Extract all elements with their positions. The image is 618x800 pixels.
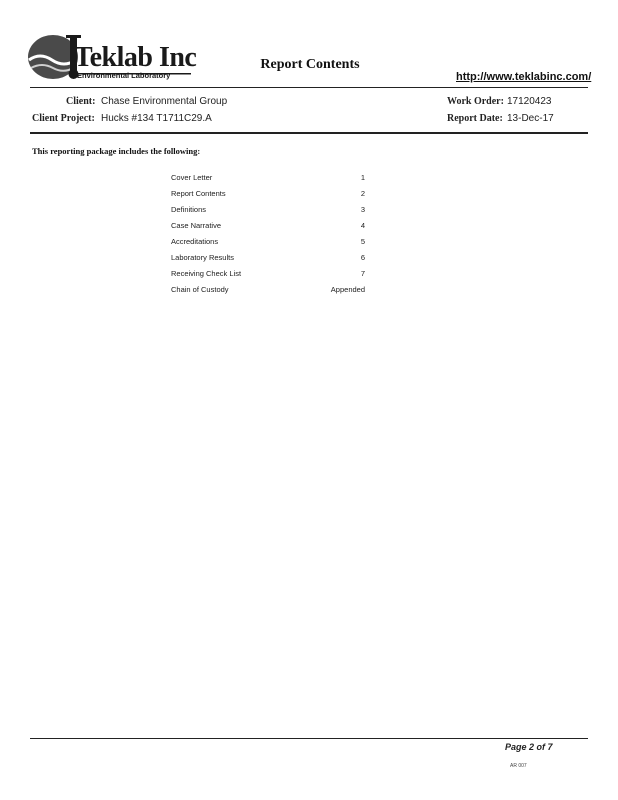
header-divider (30, 87, 588, 88)
footer-divider (30, 738, 588, 739)
toc-item-page: 1 (360, 173, 365, 182)
toc-item-label: Case Narrative (171, 221, 222, 230)
toc-item-label: Cover Letter (171, 173, 213, 182)
toc-row (171, 173, 365, 185)
toc-item-page: 6 (360, 253, 365, 262)
toc-item-page: 2 (360, 189, 365, 198)
page-number: Page 2 of 7 (505, 742, 553, 752)
document-code: AR 007 (510, 763, 527, 769)
toc-item-label: Accreditations (171, 237, 219, 246)
toc-item-page: Appended (330, 285, 365, 294)
info-divider (30, 132, 588, 134)
client-project-label: Client Project: (32, 113, 95, 124)
work-order-value: 17120423 (507, 96, 552, 107)
toc-row (171, 253, 365, 265)
toc-row (171, 205, 365, 217)
toc-item-label: Laboratory Results (171, 253, 234, 262)
toc-item-label: Receiving Check List (171, 269, 242, 278)
toc-row (171, 237, 365, 249)
toc-row (171, 221, 365, 233)
toc-item-label: Report Contents (171, 189, 226, 198)
logo-wordmark: Teklab Inc (74, 42, 197, 73)
client-project-value: Hucks #134 T1711C29.A (101, 113, 212, 124)
toc-item-page: 4 (360, 221, 365, 230)
work-order-label: Work Order: (447, 96, 504, 107)
client-value: Chase Environmental Group (101, 96, 228, 107)
report-date-value: 13-Dec-17 (507, 113, 554, 124)
logo-subtitle: Environmental Laboratory (77, 71, 171, 80)
toc-row (171, 285, 365, 297)
client-label: Client: (66, 96, 96, 107)
contents-intro: This reporting package includes the following: (32, 146, 201, 156)
toc-item-page: 7 (360, 269, 365, 278)
report-date-label: Report Date: (447, 113, 503, 124)
toc-item-label: Definitions (171, 205, 207, 214)
toc-row (171, 269, 365, 281)
toc-item-page: 3 (360, 205, 365, 214)
page-title: Report Contents (260, 57, 360, 72)
website-link[interactable]: http://www.teklabinc.com/ (456, 71, 592, 83)
toc-row (171, 189, 365, 201)
toc-item-page: 5 (360, 237, 365, 246)
toc-item-label: Chain of Custody (171, 285, 229, 294)
